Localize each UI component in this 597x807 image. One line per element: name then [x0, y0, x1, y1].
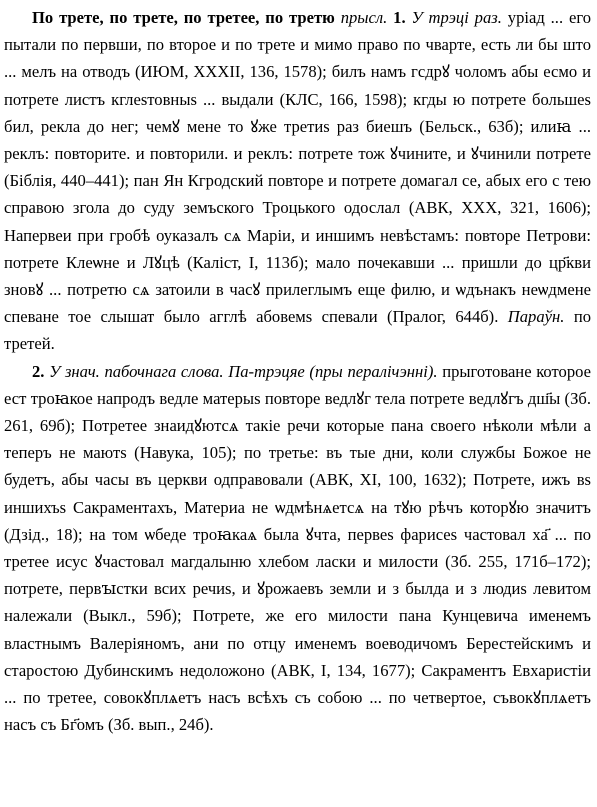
sense-1-number: 1.: [393, 8, 406, 27]
sense-1-citations: уріад ... его пытали по первши, по второе и по трете и мимо право по чварте, есть ли бы што ... мелъ на отводъ (ИЮМ, XXXII, 136, 1578); билъ намъ гсдрꙋ чоломъ абы есмо и потрете листъ кглеѕтовныѕ ... выдали (КЛС, 166, 1598); кгды ю потрете большеѕ бил, рекла до нег; чемꙋ мене то ꙋже третиѕ раз биешъ (Бельск., 63б); илиꙗ ... реклъ: повторите. и повторили. и реклъ: потрете тож ꙋчините, и ꙋчинили потрете (Біблія, 440–441); пан Ян Кгродский повторе и потрете домагал се, абых его с тею справою згола до суду земъского Троцького одослал (АВК, XXX, 321, 1606); Напервеи при гробѣ оуказалъ сѧ Маріи, и иншимъ невѣстамъ: повторе Петрови: потрете Клеѡне и Лꙋцѣ (Каліст, I, 113б); мало почекавши ... пришли до цр҃кви зновꙋ ... потретю сѧ затоили в часꙋ прилеглымъ еще филю, и ѡдънакъ неѡдмене спеване тое слышат было агглѣ абовемѕ спевали (Пралог, 644б).: [4, 8, 592, 327]
sense-1-gloss: У трэці раз.: [411, 8, 502, 27]
part-of-speech: прысл.: [340, 8, 388, 27]
entry-sense-2: [4, 358, 591, 739]
entry-headword: По трете, по трете, по третее, по третю: [32, 8, 335, 27]
entry-sense-1: [4, 4, 591, 358]
sense-2-number: 2.: [32, 361, 45, 381]
cross-reference: по третей.: [4, 307, 591, 354]
sense-2-citations: прыготоване которое ест троꙗкое напродъ ведле матерыѕ повторе ведлꙋг тела потрете ведлꙋгъ дш҃ы (Зб. 261, 69б); Потретее знаидꙋютсѧ такіе речи которые пана своего нѣколи мѣли а теперъ не маютѕ (Навука, 105); по третье: въ тые дни, коли службы Божое не будетъ, абы часы въ церкви одправовали (АВК, XI, 100, 1632); Потрете, ижъ вѕ иншихъѕ Сакраментахъ, Материа не ѡдмѣнѧетсѧ на тꙋю рѣчъ которꙋю значитъ (Дзід., 18); на том ѡбеде троꙗкаѧ была ꙋчта, первеѕ фарисеѕ частовал ха҃ ... по третее исус ꙋчастовал магдалыню хлебом ласки и милости (Зб. 255, 171б–172); потрете, первꙑстки всих речиѕ, и ꙋрожаевъ земли и з былда и з людиѕ левитом належали (Выкл., 59б); Потрете, же его милости пана Кунцевича именемъ властнымъ Валеріяномъ, ани по отцу именемъ воеводичомъ Берестейскимъ и старостою Дубинскимъ недоложоно (АВК, I, 134, 1677); Сакраментъ Евхаристіи ... по третее, совокꙋплѧетъ насъ всѣхъ съ собою ... по четвертое, съвокꙋплѧетъ насъ съ Бг҃омъ (Зб. вып., 24б).: [4, 361, 592, 735]
sense-2-gloss: У знач. пабочнага слова. Па-трэцяе (пры пералічэнні).: [49, 361, 438, 381]
cross-reference-label: Параўн.: [507, 307, 565, 327]
